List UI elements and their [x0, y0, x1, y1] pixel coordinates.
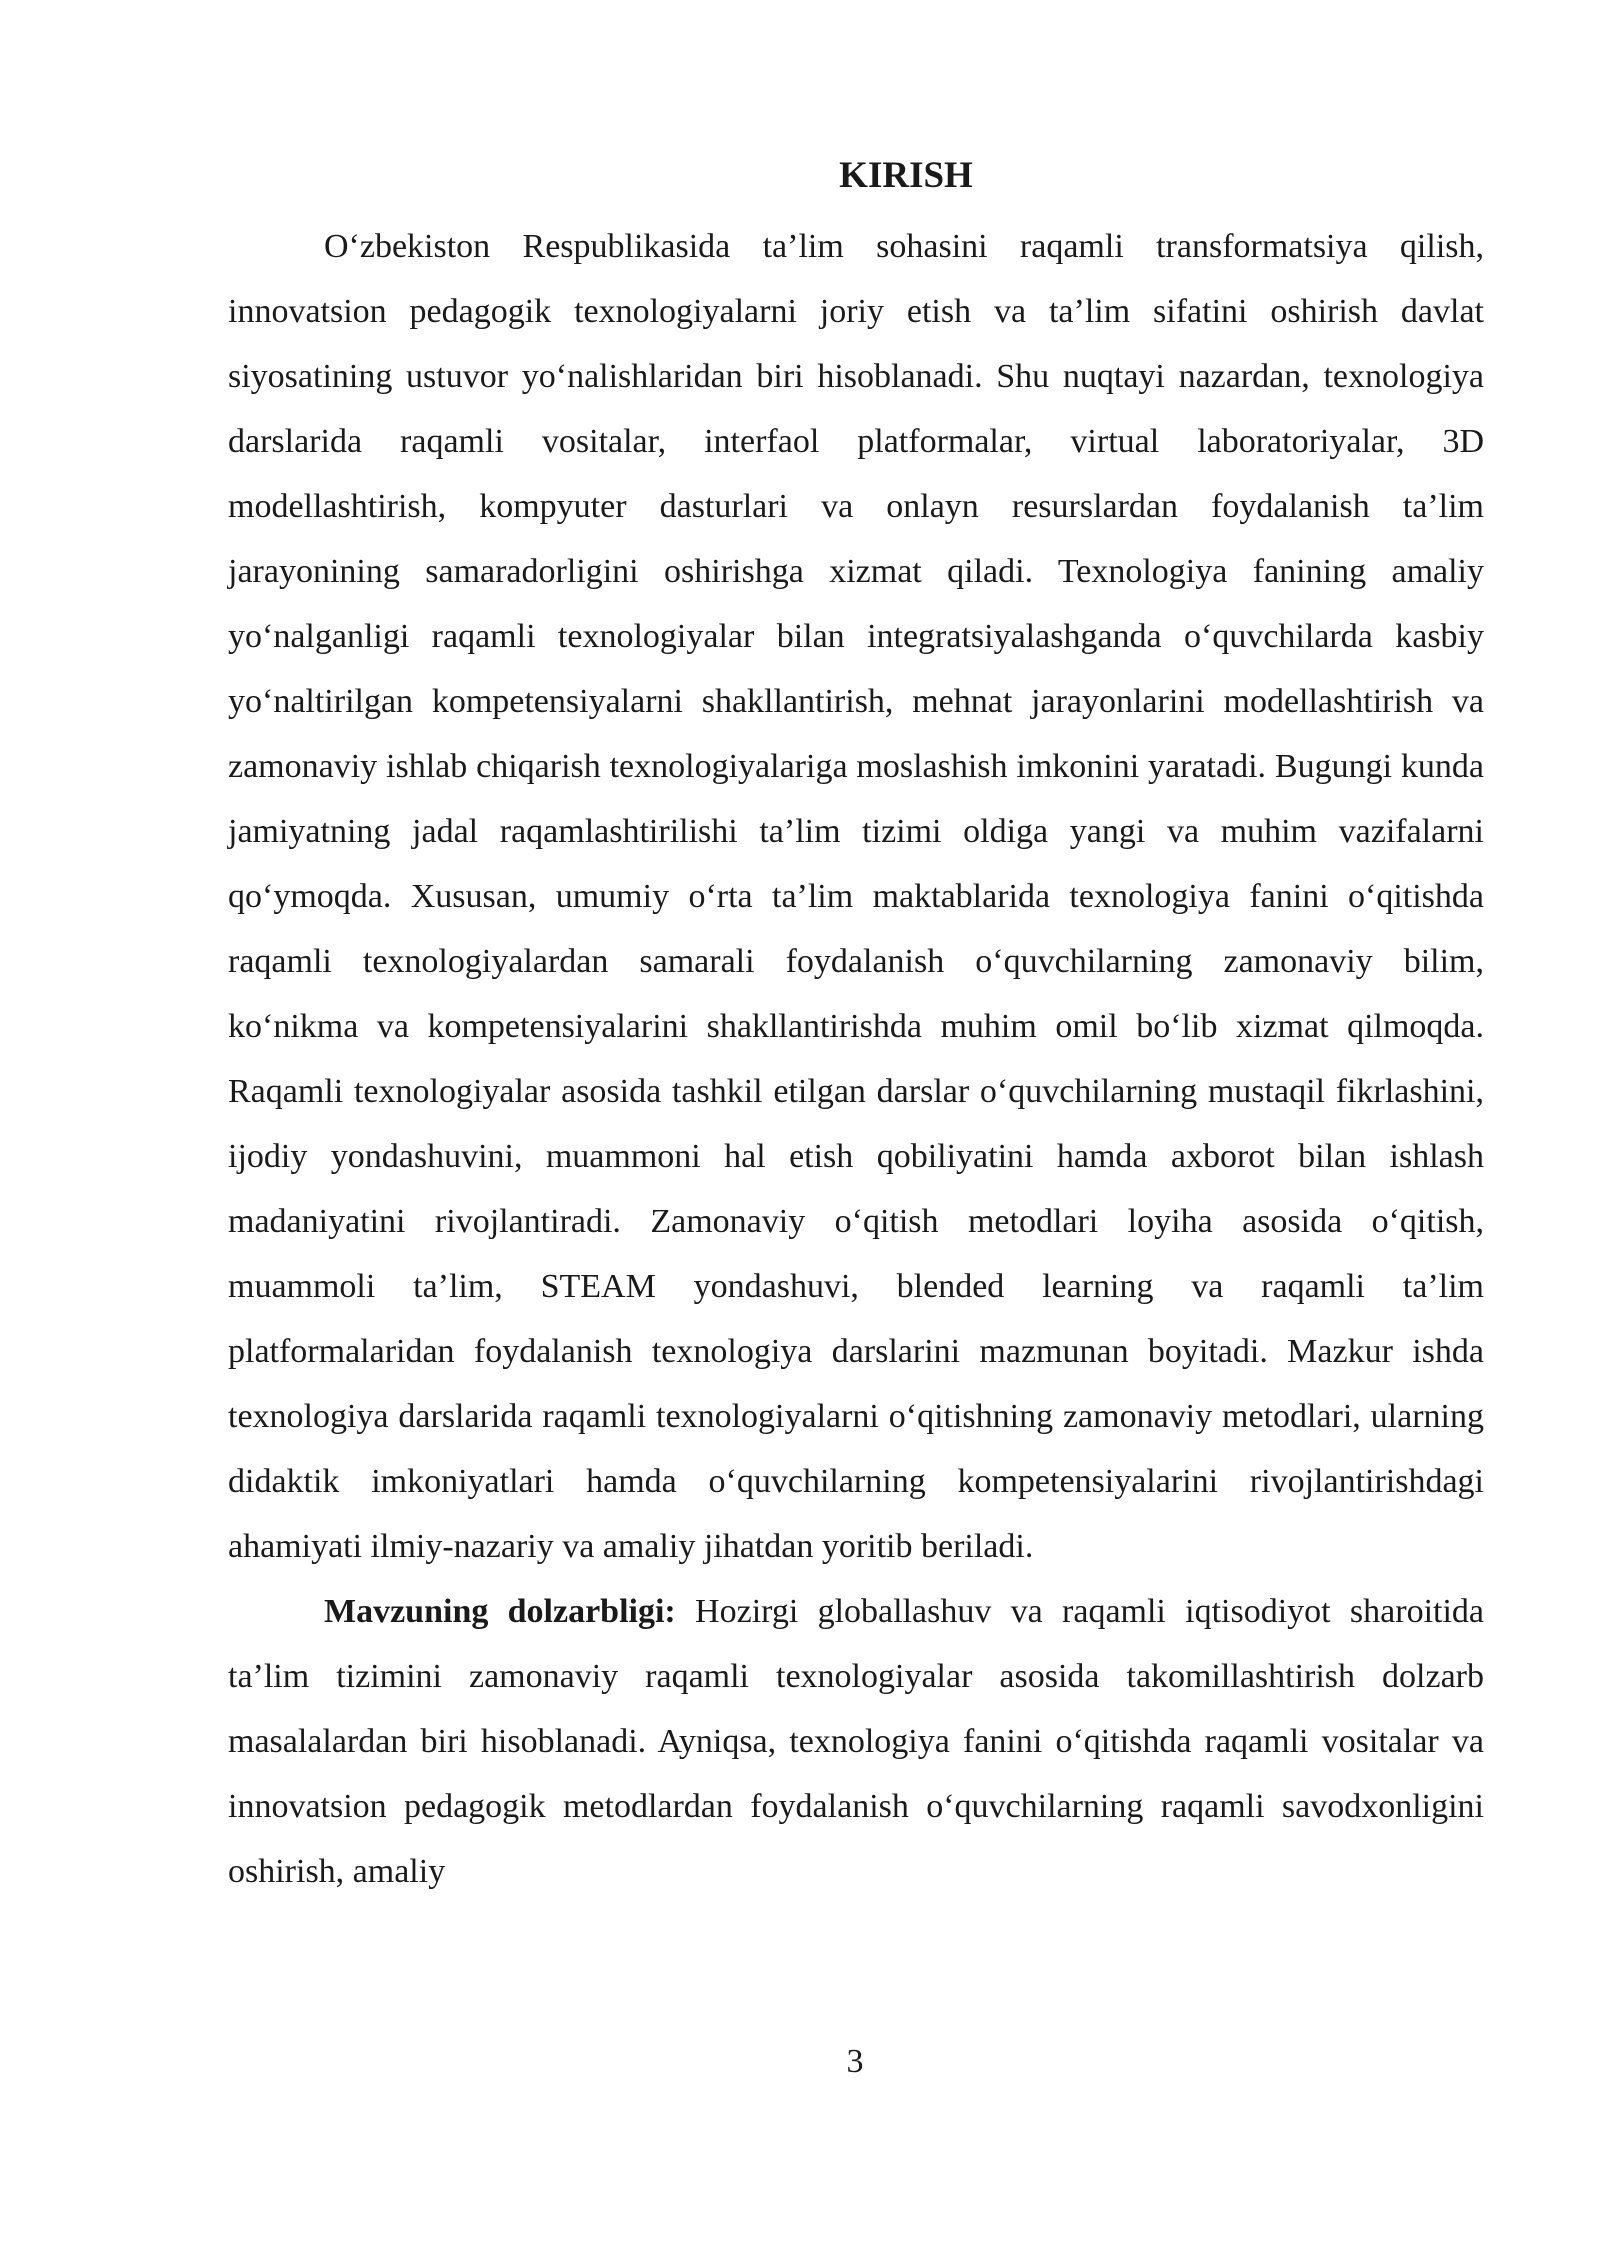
page-number: 3 [846, 2043, 864, 2080]
relevance-paragraph [228, 1579, 1484, 1904]
intro-paragraph: O‘zbekiston Respublikasida ta’lim sohasini raqamli transformatsiya qilish, innovatsion pedagogik texnologiyalarni joriy etish va ta’lim sifatini oshirish davlat siyosatining ustuvor yo‘nalishlaridan biri hisoblanadi. Shu nuqtayi nazardan, texnologiya darslarida raqamli vositalar, interfaol platformalar, virtual laboratoriyalar, 3D modellashtirish, kompyuter dasturlari va onlayn resurslardan foydalanish ta’lim jarayonining samaradorligini oshirishga xizmat qiladi. Texnologiya fanining amaliy yo‘nalganligi raqamli texnologiyalar bilan integratsiyalashganda o‘quvchilarda kasbiy yo‘naltirilgan kompetensiyalarni shakllantirish, mehnat jarayonlarini modellashtirish va zamonaviy ishlab chiqarish texnologiyalariga moslashish imkonini yaratadi. Bugungi kunda jamiyatning jadal raqamlashtirilishi ta’lim tizimi oldiga yangi va muhim vazifalarni qo‘ymoqda. Xususan, umumiy o‘rta ta’lim maktablarida texnologiya fanini o‘qitishda raqamli texnologiyalardan samarali foydalanish o‘quvchilarning zamonaviy bilim, ko‘nikma va kompetensiyalarini shakllantirishda muhim omil bo‘lib xizmat qilmoqda. Raqamli texnologiyalar asosida tashkil etilgan darslar o‘quvchilarning mustaqil fikrlashini, ijodiy yondashuvini, muammoni hal etish qobiliyatini hamda axborot bilan ishlash madaniyatini rivojlantiradi. Zamonaviy o‘qitish metodlari loyiha asosida o‘qitish, muammoli ta’lim, STEAM yondashuvi, blended learning va raqamli ta’lim platformalaridan foydalanish texnologiya darslarini mazmunan boyitadi. Mazkur ishda texnologiya darslarida raqamli texnologiyalarni o‘qitishning zamonaviy metodlari, ularning didaktik imkoniyatlari hamda o‘quvchilarning kompetensiyalarini rivojlantirishdagi ahamiyati ilmiy-nazariy va amaliy jihatdan yoritib beriladi. [228, 228, 1484, 1565]
relevance-label: Mavzuning dolzarbligi: [324, 1593, 676, 1630]
section-heading: KIRISH [839, 155, 973, 196]
document-page [228, 150, 1484, 1904]
relevance-text: Hozirgi globallashuv va raqamli iqtisodiyot sharoitida ta’lim tizimini zamonaviy raqamli texnologiyalar asosida takomillashtirish dolzarb masalalardan biri hisoblanadi. Ayniqsa, texnologiya fanini o‘qitishda raqamli vositalar va innovatsion pedagogik metodlardan foydalanish o‘quvchilarning raqamli savodxonligini oshirish, amaliy [228, 1593, 1485, 1890]
